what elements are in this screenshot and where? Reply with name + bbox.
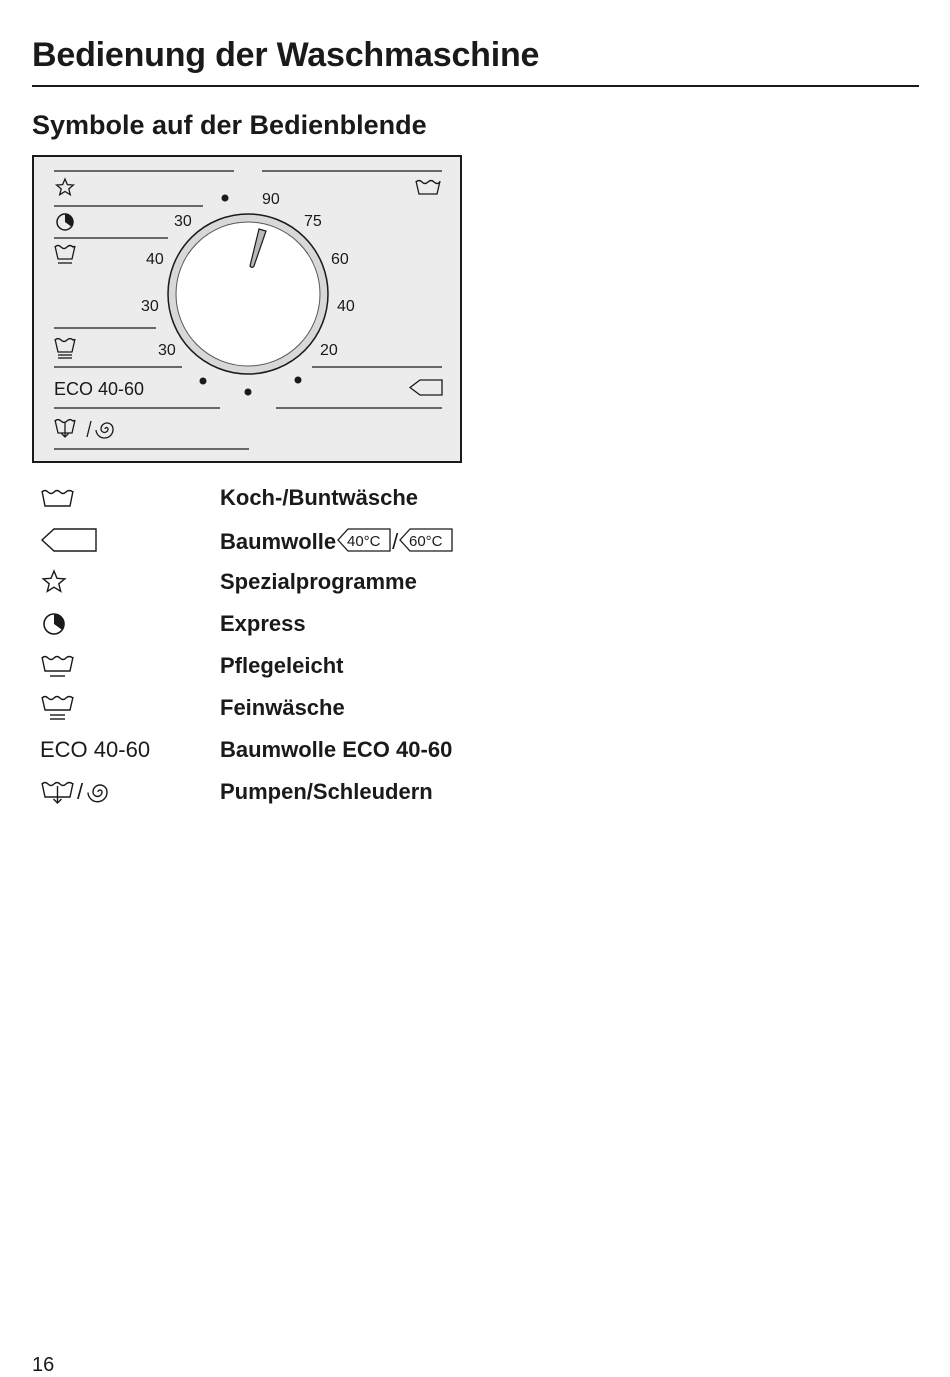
star-icon [40, 567, 68, 597]
legend-label: Spezialprogramme [220, 569, 417, 594]
legend-label: Express [220, 611, 306, 636]
list-item [32, 519, 632, 561]
list-item [32, 561, 632, 603]
page-title: Bedienung der Waschmaschine [32, 36, 540, 74]
pump-icon [40, 778, 76, 806]
feinwaesche-icon [40, 693, 76, 723]
express-icon [40, 609, 68, 639]
legend-label: Baumwolle [220, 529, 337, 554]
program-dial [168, 214, 328, 374]
baumwolle-60c-badge [398, 527, 454, 553]
dial-number-90: 90 [262, 191, 280, 208]
section-heading: Symbole auf der Bedienblende [32, 110, 427, 140]
list-item [32, 687, 632, 729]
legend-label: Feinwäsche [220, 695, 345, 720]
dial-number-75: 75 [304, 213, 322, 230]
legend-label: Baumwolle ECO 40-60 [220, 737, 453, 762]
title-divider [32, 85, 919, 87]
dial-number-40-right: 40 [337, 298, 355, 315]
pflegeleicht-icon [40, 651, 76, 681]
page-number: 16 [32, 1354, 55, 1376]
list-item [32, 771, 632, 813]
list-item [32, 645, 632, 687]
dial-number-40-left: 40 [146, 251, 164, 268]
list-item [32, 603, 632, 645]
pump-spin-separator: / [77, 779, 84, 804]
legend-label: Koch-/Buntwäsche [220, 485, 419, 510]
panel-eco-label: ECO 40-60 [54, 379, 145, 399]
control-panel-illustration [32, 155, 462, 463]
spin-icon [84, 778, 112, 806]
symbol-legend [32, 477, 632, 813]
legend-label: Pflegeleicht [220, 653, 344, 678]
badge-60c-text: 60°C [409, 533, 443, 550]
eco-symbol-text: ECO 40-60 [40, 737, 151, 762]
koch-buntwaesche-icon [40, 483, 76, 513]
dial-number-20: 20 [320, 342, 338, 359]
badge-separator: / [392, 529, 399, 554]
dial-number-30-top: 30 [174, 213, 192, 230]
baumwolle-tag-icon [40, 525, 98, 555]
dial-number-30-mid: 30 [141, 298, 159, 315]
dial-number-30-low: 30 [158, 342, 176, 359]
dial-number-60: 60 [331, 251, 349, 268]
badge-40c-text: 40°C [347, 533, 381, 550]
list-item [32, 477, 632, 519]
baumwolle-40c-badge [336, 527, 392, 553]
legend-label: Pumpen/Schleudern [220, 779, 433, 804]
list-item [32, 729, 632, 771]
